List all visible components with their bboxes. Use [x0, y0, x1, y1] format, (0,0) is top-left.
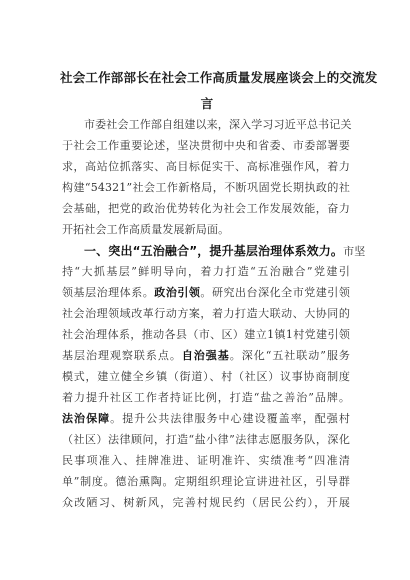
section1-heading: 一、突出“五治融合”，提升基层治理体系效力。: [84, 244, 344, 258]
section1-line-6-post: 。深化“五社联动”服务: [229, 349, 350, 362]
intro-line-1: 市委社会工作部自组建以来，深入学习习近平总书记关: [84, 118, 352, 131]
section1-line-11: 民事项准入、挂牌准进、证明准许、实绩准考“四准清: [62, 454, 350, 467]
intro-line-4: 构建“54321”社会工作新格局，不断巩固党长期执政的社: [62, 181, 350, 194]
intro-line-6: 开拓社会工作高质量发展新局面。: [62, 223, 230, 236]
rule-of-law-heading: 法治保障: [62, 412, 111, 425]
section1-line-9: [62, 412, 350, 426]
section1-line-3-pre: 领基层治理体系。: [62, 286, 155, 299]
document-title-line-2: 言: [200, 96, 214, 111]
section1-line-2: 持“大抓基层”鲜明导向，着力打造“五治融合”党建引: [62, 265, 350, 278]
section1-line-3-post: 。研究出台深化全市党建引领: [200, 286, 350, 299]
section1-line-13: 众改陋习、树新风，完善村规民约（居民公约），开展: [62, 496, 350, 509]
section1-line-7: 模式，建立健全乡镇（街道）、村（社区）议事协商制度: [62, 370, 350, 383]
section1-line-1: [84, 244, 366, 259]
section1-line-10: （社区）法律顾问，打造“盐小律”法律志愿服务队，深化: [62, 433, 350, 446]
section1-line-12: 单”制度。德治熏陶。定期组织理论宣讲进社区，引导群: [62, 475, 350, 488]
intro-line-3: 求，高站位抓落实、高目标促实干、高标准强作风，着力: [62, 160, 350, 173]
section1-line-9-post: 。提升公共法律服务中心建设覆盖率，配强村: [110, 412, 350, 425]
political-leadership-heading: 政治引领: [154, 286, 201, 299]
section1-line-8: 着力提升社区工作者持证比例，打造“盐之善治”品牌。: [62, 391, 350, 404]
document-title-line-1: 社会工作部部长在社会工作高质量发展座谈会上的交流发: [60, 70, 378, 85]
section1-line-6-pre: 基层治理观察联系点。: [62, 349, 182, 362]
intro-line-5: 会基础，把党的政治优势转化为社会工作发展效能，奋力: [62, 202, 350, 215]
section1-line-4: 社会治理领域改革行动方案，着力打造大联动、大协同的: [62, 307, 350, 320]
section1-line-6: [62, 349, 350, 363]
section1-line-1-tail: 市坚: [343, 245, 366, 258]
intro-line-2: 于社会工作重要论述，坚决贯彻中央和省委、市委部署要: [62, 139, 350, 152]
self-governance-heading: 自治强基: [181, 349, 230, 362]
section1-line-5: 社会治理体系，推动各县（市、区）建立1镇1村党建引领: [62, 328, 350, 341]
section1-line-3: [62, 286, 350, 300]
